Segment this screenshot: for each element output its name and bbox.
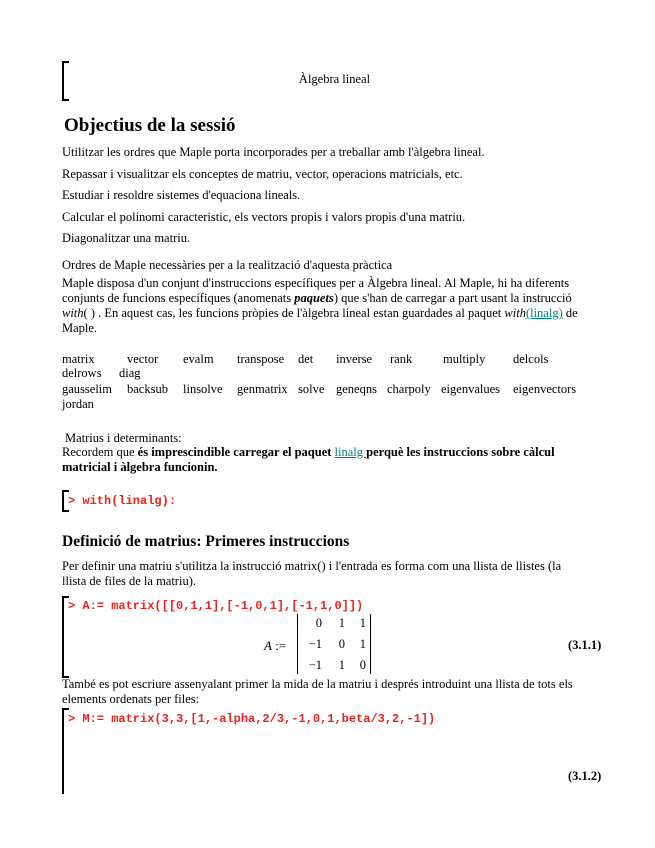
linalg-link[interactable]: linalg [334, 445, 367, 459]
text-run: Recordem que [62, 445, 138, 459]
objective-item: Repassar i visualitzar els conceptes de matriu, vector, operacions matricials, etc. [62, 167, 463, 181]
orders-paragraph-line [62, 306, 578, 320]
command-matrix-M[interactable]: > M:= matrix(3,3,[1,-alpha,2/3,-1,0,1,beta/3,2,-1]) [68, 712, 436, 726]
command-matrix-A[interactable]: > A:= matrix([[0,1,1],[-1,0,1],[-1,1,0]]) [68, 599, 364, 613]
matrix-cell: 0 [338, 637, 345, 651]
matrix-cell: 1 [359, 637, 366, 651]
matrix-cell: 0 [359, 658, 366, 672]
function-name: charpoly [387, 382, 431, 396]
function-name: transpose [237, 352, 285, 366]
function-name: matrix [62, 352, 95, 366]
function-name: genmatrix [237, 382, 288, 396]
text-run-italic: with [62, 306, 84, 320]
text-run: conjunts de funcions específiques (anomenats [62, 291, 295, 305]
objective-item: Diagonalitzar una matriu. [62, 231, 191, 245]
matrix-output [297, 614, 371, 674]
matrix-cell: 1 [359, 616, 366, 630]
function-name: eigenvalues [441, 382, 501, 396]
objectives-heading: Objectius de la sessió [64, 115, 236, 136]
function-name: diag [119, 366, 141, 380]
tambe-line: També es pot escriure assenyalant primer la mida de la matriu i després introduint una llista de tots els [62, 677, 573, 691]
function-name: det [298, 352, 314, 366]
assign-operator: := [275, 638, 287, 653]
matrix-cell: 1 [338, 658, 345, 672]
page-title: Àlgebra lineal [298, 72, 371, 86]
definicio-line: Per definir una matriu s'utilitza la instrucció matrix() i l'entrada es forma com una llista de llistes (la [62, 559, 562, 573]
text-run: ( ) . En aquest cas, les funcions pròpies de l'àlgebra lineal estan guardades al paquet [83, 306, 505, 320]
orders-title: Ordres de Maple necessàries per a la realització d'aquesta pràctica [62, 258, 393, 272]
function-name: eigenvectors [513, 382, 577, 396]
text-run-bold: és imprescindible carregar el paquet [137, 445, 335, 459]
command-with-linalg[interactable]: > with(linalg): [68, 494, 177, 508]
function-name: solve [298, 382, 325, 396]
function-name: multiply [443, 352, 486, 366]
text-run: ) que s'han de carregar a part usant la instrucció [333, 291, 572, 305]
function-name: inverse [336, 352, 373, 366]
equation-label: (3.1.2) [568, 769, 602, 783]
orders-paragraph-line [62, 291, 572, 305]
function-name: rank [390, 352, 413, 366]
equation-label: (3.1.1) [568, 638, 602, 652]
matrius-line: matricial i àlgebra funcionin. [62, 460, 218, 474]
matrix-cell: −1 [308, 637, 322, 651]
objective-item: Utilitzar les ordres que Maple porta incorporades per a treballar amb l'àlgebra lineal. [62, 145, 485, 159]
matrix-cell: 0 [315, 616, 322, 630]
definicio-line: llista de files de la matriu). [62, 574, 196, 588]
text-run: de [562, 306, 578, 320]
function-name: geneqns [336, 382, 377, 396]
text-run-bold: perquè les instruccions sobre càlcul [366, 445, 555, 459]
tambe-line: elements ordenats per files: [62, 692, 200, 706]
function-name: vector [127, 352, 159, 366]
function-name: backsub [127, 382, 168, 396]
function-name: gausselim [62, 382, 112, 396]
function-name: linsolve [183, 382, 223, 396]
orders-paragraph-line: Maple. [62, 321, 98, 335]
definicio-heading: Definició de matrius: Primeres instruccions [62, 533, 350, 550]
function-name: delcols [513, 352, 549, 366]
orders-paragraph-line: Maple disposa d'un conjunt d'instruccions específiques per a Àlgebra lineal. Al Maple, hi ha diferents [62, 276, 570, 290]
function-name: evalm [183, 352, 214, 366]
matrix-name: A [264, 638, 272, 653]
matrius-title: Matrius i determinants: [65, 431, 182, 445]
objective-item: Calcular el polinomi caracteristic, els vectors propis i valors propis d'una matriu. [62, 210, 466, 224]
matrix-cell: −1 [308, 658, 322, 672]
matrix-cell: 1 [338, 616, 345, 630]
objective-item: Estudiar i resoldre sistemes d'equaciona lineals. [62, 188, 301, 202]
linalg-link[interactable]: (linalg) [525, 306, 563, 320]
function-name: delrows [62, 366, 102, 380]
result-lhs [264, 638, 286, 654]
text-run-italic: paquets [294, 291, 334, 305]
function-name: jordan [62, 397, 94, 411]
matrius-line [62, 445, 555, 459]
text-run-italic: with [504, 306, 526, 320]
